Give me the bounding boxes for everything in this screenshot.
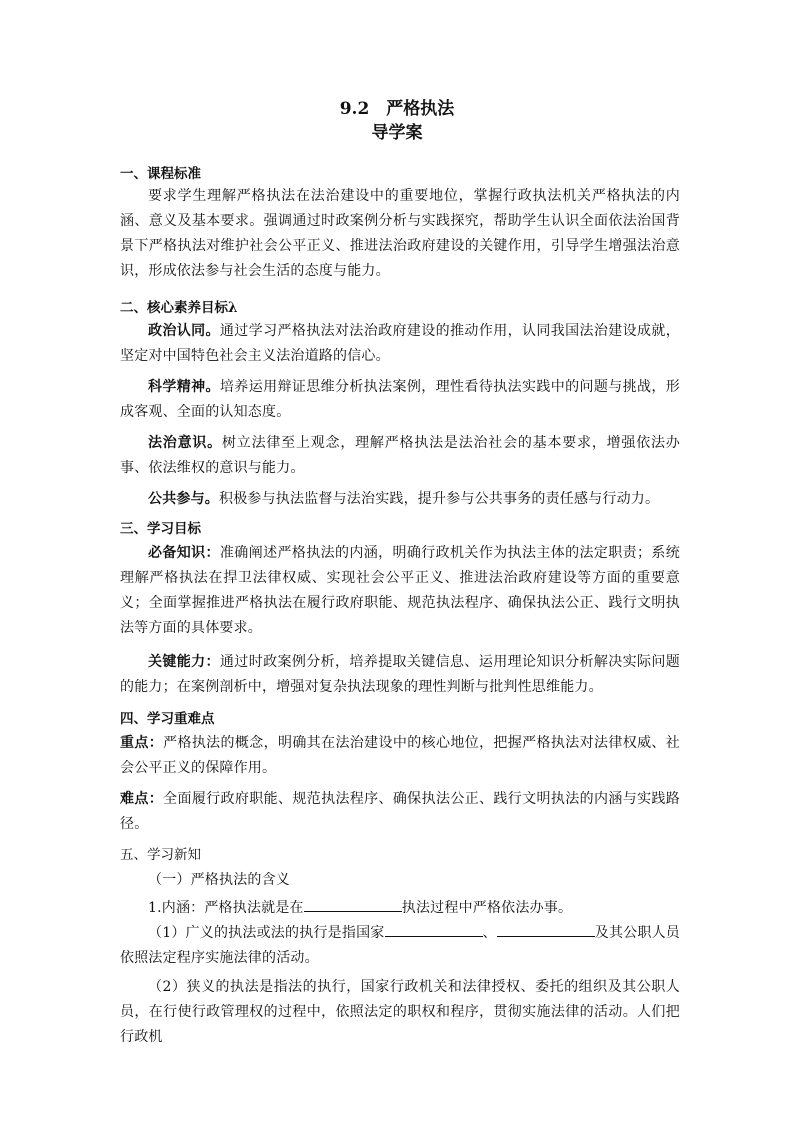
difficult-point-text: 全面履行政府职能、规范执法程序、确保执法公正、践行文明执法的内涵与实践路径。 <box>120 791 680 832</box>
answer-blank-2[interactable] <box>385 921 483 937</box>
literacy-label: 科学精神。 <box>148 379 220 395</box>
difficult-point <box>120 787 680 837</box>
broad-definition-separator: 、 <box>482 925 497 941</box>
title-line-1: 9.2 严格执法 <box>339 99 455 119</box>
section-heading-curriculum: 一、课程标准 <box>120 166 201 182</box>
objective-label: 关键能力： <box>148 654 220 670</box>
objective-label: 必备知识： <box>148 545 220 561</box>
section-heading-core-literacy: 二、核心素养目标λ <box>120 300 238 316</box>
literacy-label: 政治认同。 <box>148 323 220 339</box>
literacy-item-public <box>120 487 680 512</box>
broad-definition-suffix: 及其公职人员依照法定程序实施法律的活动。 <box>120 925 681 966</box>
connotation-prefix: 1.内涵：严格执法就是在 <box>148 900 304 916</box>
objective-knowledge <box>120 541 680 641</box>
literacy-item-science <box>120 375 680 425</box>
literacy-item-rule-of-law <box>120 431 680 481</box>
fill-in-broad-definition <box>120 921 680 971</box>
objective-ability <box>120 650 680 700</box>
literacy-label: 公共参与。 <box>148 491 219 507</box>
section-heading-key-points: 四、学习重难点 <box>120 711 215 727</box>
literacy-text: 积极参与执法监督与法治实践，提升参与公共事务的责任感与行动力。 <box>219 491 660 507</box>
literacy-text: 通过学习严格执法对法治政府建设的推动作用，认同我国法治建设成就，坚定对中国特色社会主义法治道路的信心。 <box>120 323 680 364</box>
title-line-2: 导学案 <box>371 123 423 143</box>
key-point-text: 严格执法的概念，明确其在法治建设中的核心地位，把握严格执法对法律权威、社会公平正义的保障作用。 <box>120 735 680 776</box>
answer-blank-1[interactable] <box>304 896 402 912</box>
fill-in-connotation <box>120 896 680 921</box>
curriculum-paragraph: 要求学生理解严格执法在法治建设中的重要地位，掌握行政执法机关严格执法的内涵、意义及基本要求。强调通过时政案例分析与实践探究，帮助学生认识全面依法治国背景下严格执法对维护社会公平正义、推进法治政府建设的关键作用，引导学生增强法治意识，形成依法参与社会生活的态度与能力。 <box>120 188 680 279</box>
subsection-meaning: （一）严格执法的含义 <box>148 872 290 888</box>
literacy-text: 培养运用辩证思维分析执法案例，理性看待执法实践中的问题与挑战，形成客观、全面的认知态度。 <box>120 379 680 420</box>
literacy-label: 法治意识。 <box>148 435 222 451</box>
difficult-point-label: 难点： <box>120 791 164 807</box>
document-title <box>0 97 794 145</box>
objective-text: 通过时政案例分析，培养提取关键信息、运用理论知识分析解决实际问题的能力；在案例剖析中，增强对复杂执法现象的理性判断与批判性思维能力。 <box>120 654 680 695</box>
key-point <box>120 731 680 781</box>
key-point-label: 重点： <box>120 735 164 751</box>
broad-definition-prefix: （1）广义的执法或法的执行是指国家 <box>148 925 385 941</box>
connotation-suffix: 执法过程中严格依法办事。 <box>401 900 573 916</box>
objective-text: 准确阐述严格执法的内涵，明确行政机关作为执法主体的法定职责；系统理解严格执法在捍卫法律权威、实现社会公平正义、推进法治政府建设等方面的重要意义；全面掌握推进严格执法在履行政府职能、规范执法程序、确保执法公正、践行文明执法等方面的具体要求。 <box>120 545 680 636</box>
narrow-definition-paragraph: （2）狭义的执法是指法的执行，国家行政机关和法律授权、委托的组织及其公职人员，在行使行政管理权的过程中，依照法定的职权和程序，贯彻实施法律的活动。人们把行政机 <box>120 979 680 1045</box>
section-heading-new-knowledge: 五、学习新知 <box>120 847 201 863</box>
literacy-item-political <box>120 319 680 369</box>
literacy-text: 树立法律至上观念，理解严格执法是法治社会的基本要求，增强依法办事、依法维权的意识与能力。 <box>120 435 681 476</box>
answer-blank-3[interactable] <box>497 921 595 937</box>
section-heading-objectives: 三、学习目标 <box>120 521 201 537</box>
